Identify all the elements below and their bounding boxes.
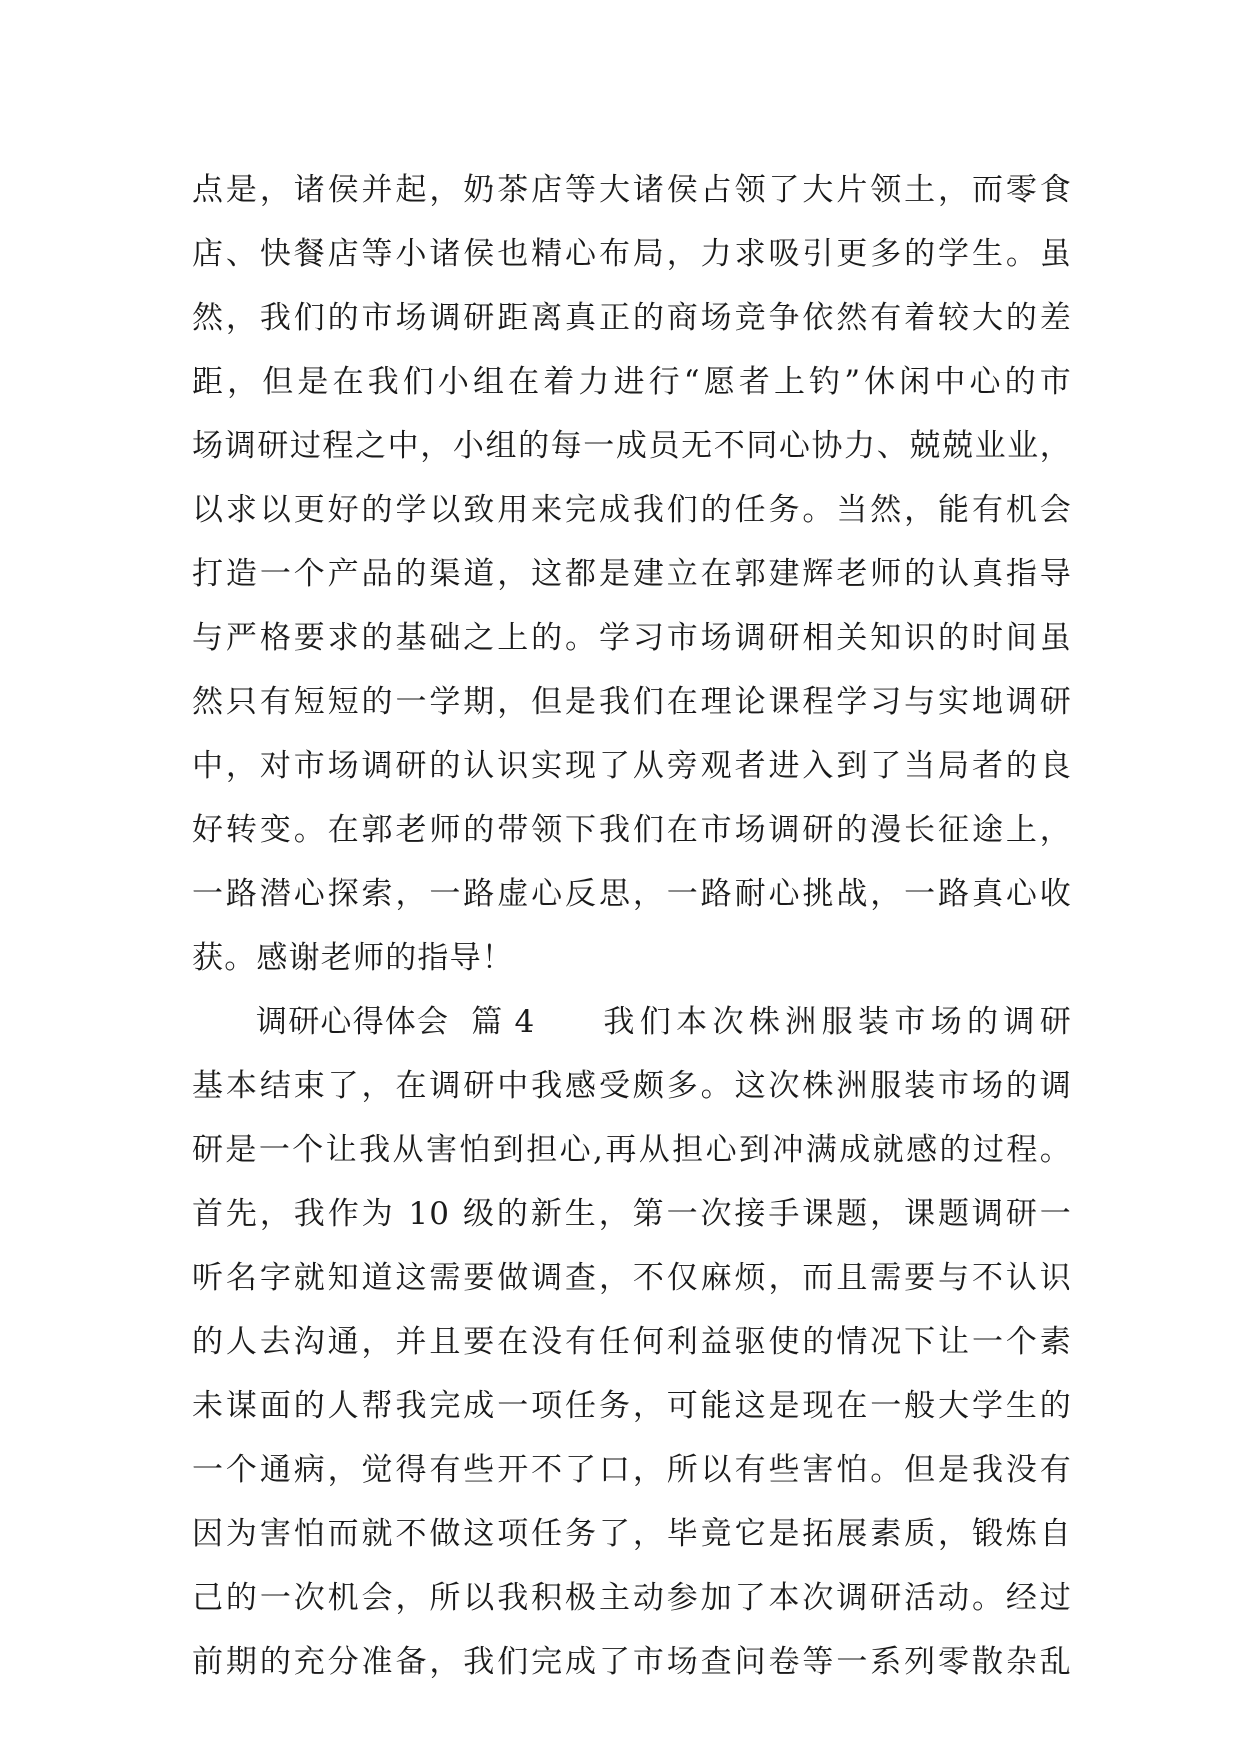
paragraph-line: 因为害怕而就不做这项任务了，毕竟它是拓展素质，锻炼自 (192, 1516, 1072, 1552)
paragraph-line: 的人去沟通，并且要在没有任何利益驱使的情况下让一个素 (192, 1324, 1072, 1360)
section-heading-line (192, 990, 1072, 1054)
paragraph-line: 打造一个产品的渠道，这都是建立在郭建辉老师的认真指导 (192, 556, 1072, 592)
paragraph-line: 以求以更好的学以致用来完成我们的任务。当然，能有机会 (192, 492, 1072, 528)
paragraph-line: 基本结束了，在调研中我感受颇多。这次株洲服装市场的调 (192, 1068, 1072, 1104)
paragraph-line: 己的一次机会，所以我积极主动参加了本次调研活动。经过 (192, 1580, 1072, 1616)
paragraph-line: 点是，诸侯并起，奶茶店等大诸侯占领了大片领土，而零食 (192, 172, 1072, 208)
section-title: 调研心得体会 (256, 1004, 450, 1040)
paragraph-line: 我们本次株洲服装市场的调研 (603, 1004, 1072, 1040)
paragraph-line: 一路潜心探索，一路虚心反思，一路耐心挑战，一路真心收 (192, 876, 1072, 912)
paragraph-line: 听名字就知道这需要做调查，不仅麻烦，而且需要与不认识 (192, 1260, 1072, 1296)
paragraph-line: 研是一个让我从害怕到担心,再从担心到冲满成就感的过程。 (192, 1132, 1072, 1168)
paragraph-line: 一个通病，觉得有些开不了口，所以有些害怕。但是我没有 (192, 1452, 1072, 1488)
paragraph-line: 距，但是在我们小组在着力进行“愿者上钓”休闲中心的市 (192, 364, 1072, 400)
paragraph-line: 首先，我作为 10 级的新生，第一次接手课题，课题调研一 (192, 1196, 1072, 1232)
paragraph-line: 然只有短短的一学期，但是我们在理论课程学习与实地调研 (192, 684, 1072, 720)
paragraph-line: 与严格要求的基础之上的。学习市场调研相关知识的时间虽 (192, 620, 1072, 656)
paragraph-line: 好转变。在郭老师的带领下我们在市场调研的漫长征途上， (192, 812, 1072, 848)
paragraph-line: 前期的充分准备，我们完成了市场查问卷等一系列零散杂乱 (192, 1644, 1072, 1680)
paragraph-line: 中，对市场调研的认识实现了从旁观者进入到了当局者的良 (192, 748, 1072, 784)
paragraph-line: 未谋面的人帮我完成一项任务，可能这是现在一般大学生的 (192, 1388, 1072, 1424)
document-body (192, 158, 1072, 1694)
section-number: 篇 4 (471, 1004, 536, 1040)
paragraph-line: 场调研过程之中，小组的每一成员无不同心协力、兢兢业业， (192, 428, 1072, 464)
paragraph-line: 然，我们的市场调研距离真正的商场竞争依然有着较大的差 (192, 300, 1072, 336)
paragraph-line: 获。感谢老师的指导！ (192, 940, 514, 976)
paragraph-line: 店、快餐店等小诸侯也精心布局，力求吸引更多的学生。虽 (192, 236, 1072, 272)
